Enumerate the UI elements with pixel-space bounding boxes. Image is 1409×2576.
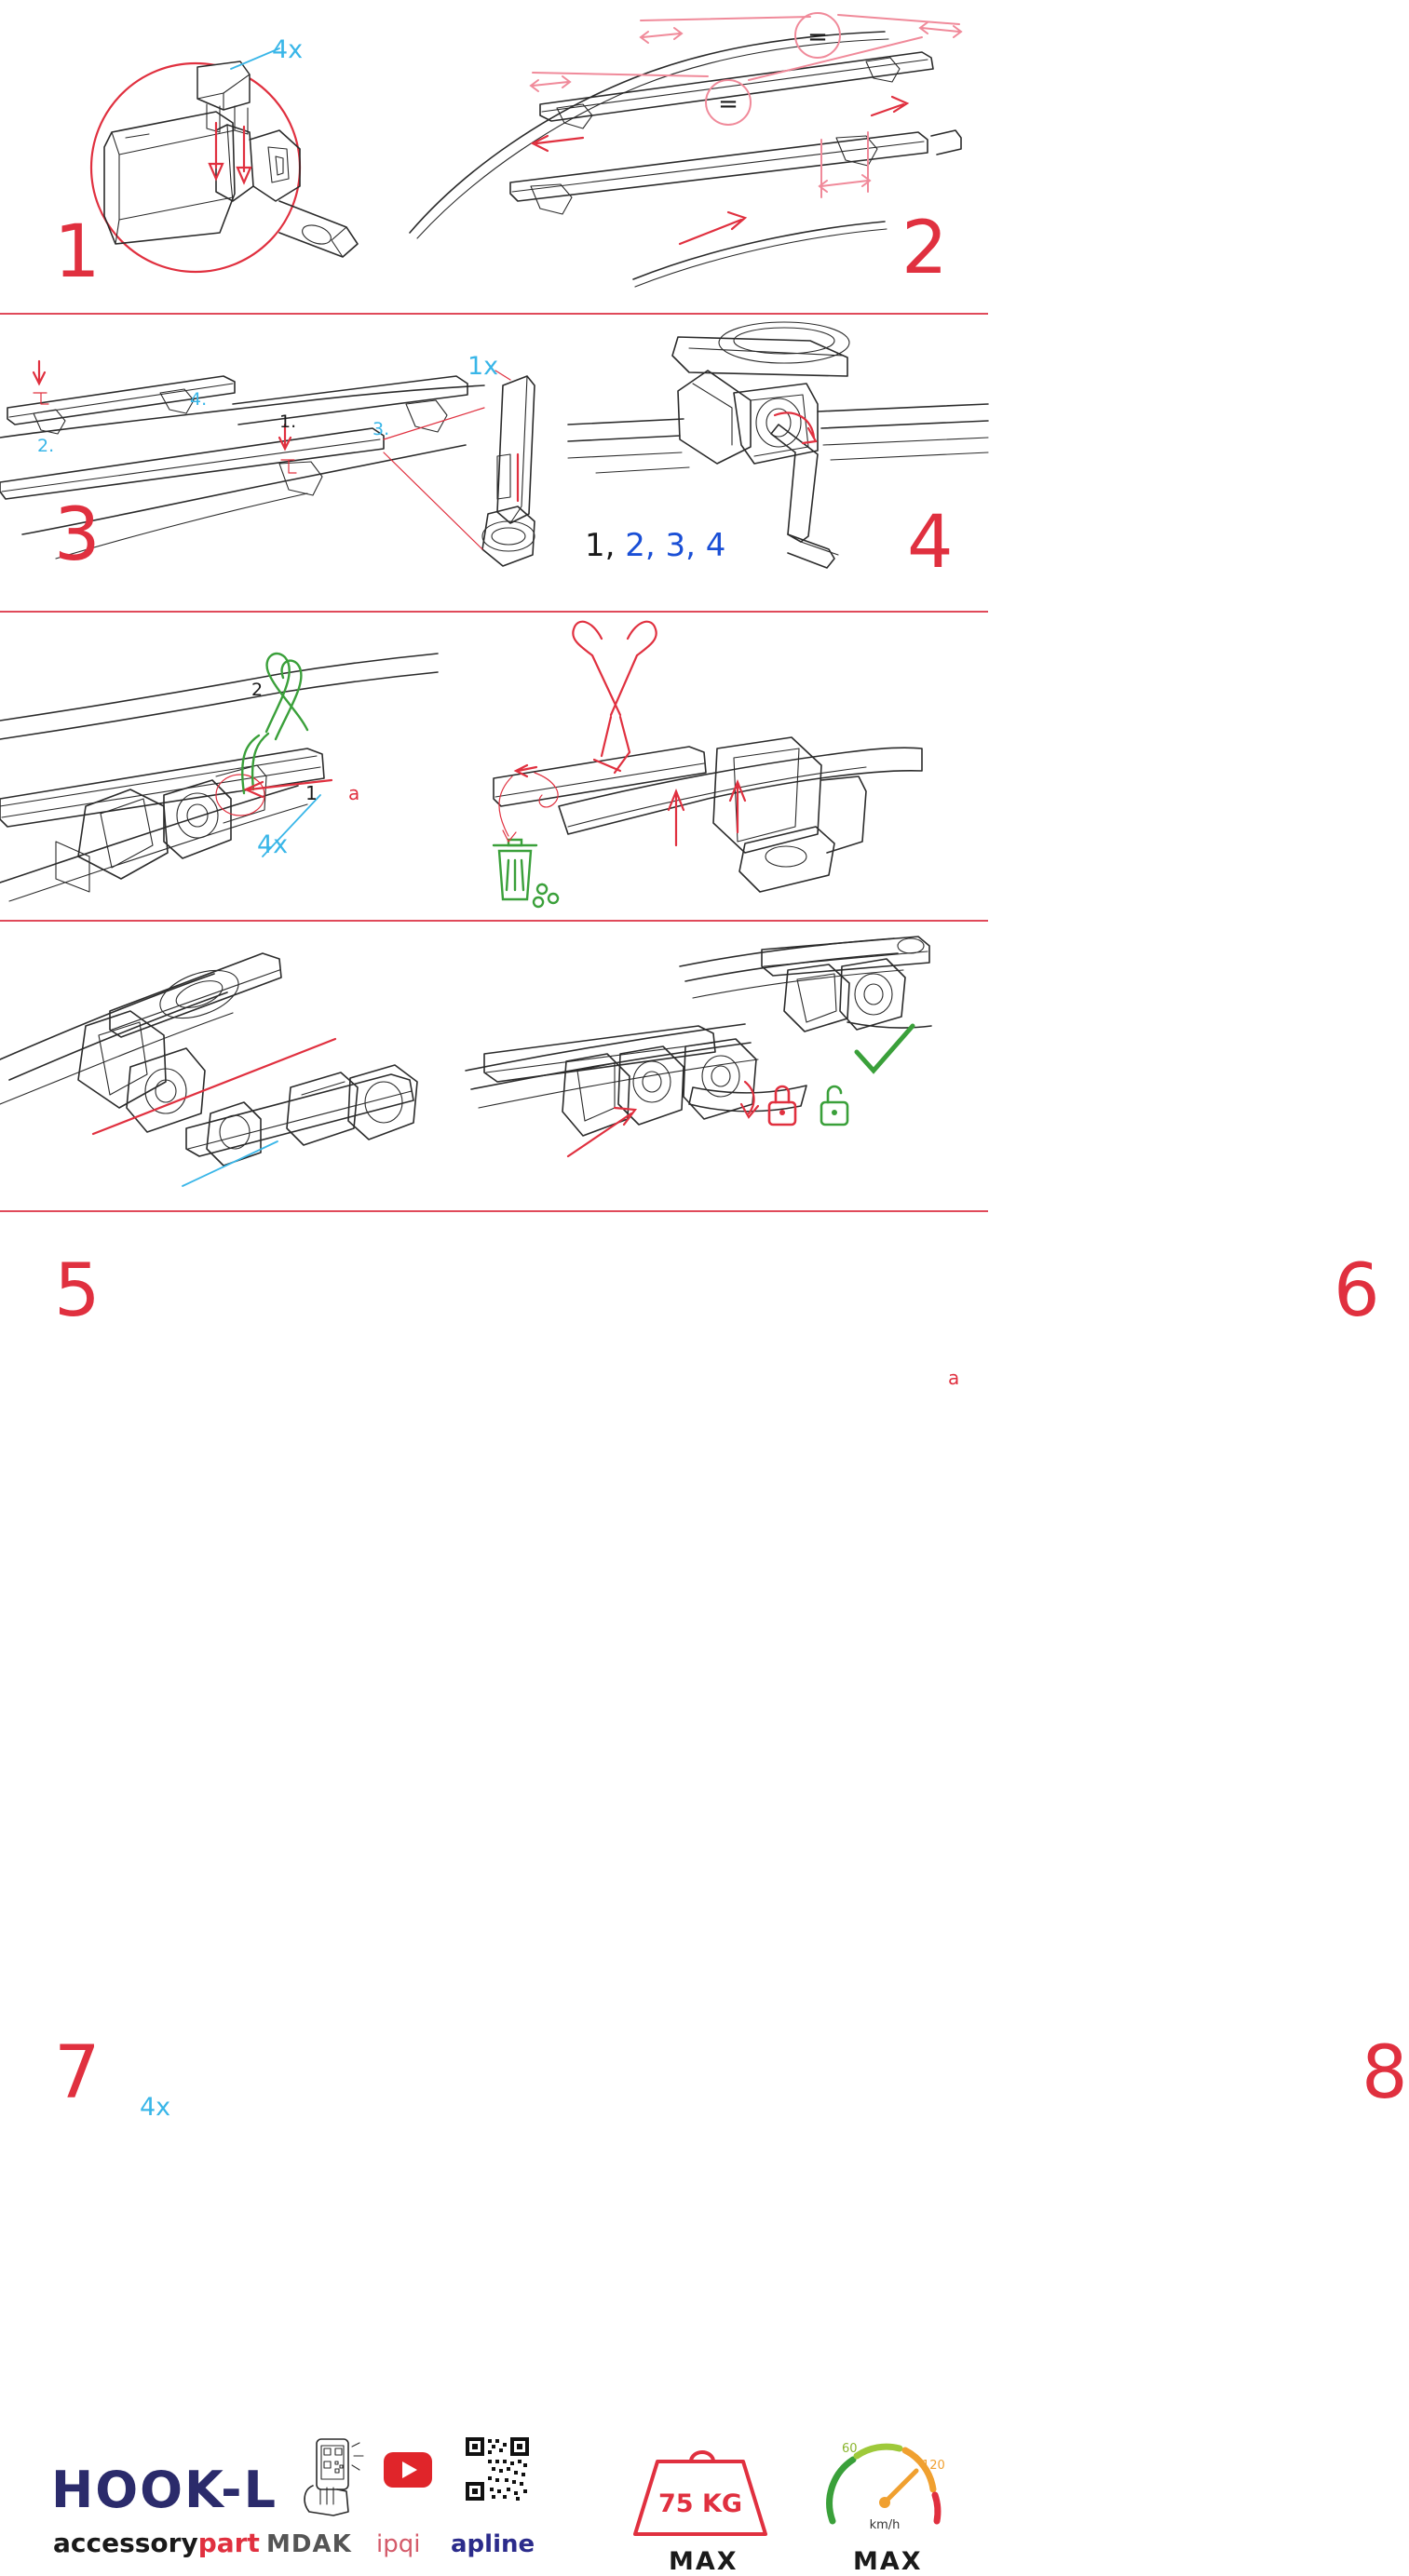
step-2-panel [400,0,988,313]
step-3-label-1: 1. [279,411,297,432]
seq-4: 4 [705,527,726,564]
speed-unit: km/h [869,2518,901,2532]
brand-title: HOOK-L [51,2461,278,2519]
step-3-panel [0,315,568,611]
tagline-part-1: accessory [53,2528,198,2558]
step-2-illustration [400,0,988,313]
speed-min-tick: 60 [842,2442,858,2456]
step-8-panel [466,922,1409,2115]
step-3-label-4: 4. [190,389,208,410]
step-3-number: 3 [54,493,102,577]
max-speed-icon [820,2432,950,2542]
step-5-panel [0,613,438,1333]
tagline-part-2: part [197,2528,260,2558]
step-2-number: 2 [901,207,949,290]
svg-text:=: = [718,90,738,118]
step-4-number: 4 [907,501,955,585]
seq-1: 1, [585,527,616,564]
step-7-illustration [0,922,466,1210]
step-5-qty-label: 4x [257,830,289,859]
max-load-label: MAX [669,2547,738,2576]
seq-2: 2, [625,527,656,564]
lock-open-icon [821,1086,847,1125]
step-1-qty-label: 4x [272,35,304,64]
partner-mdak: MDAK [266,2530,352,2558]
step-6-number: 6 [1334,1249,1381,1333]
step-7-qty-label: 4x [140,2093,171,2122]
youtube-icon[interactable] [384,2452,432,2488]
step-3-qty-label: 1x [467,352,499,381]
seq-3: 3, [665,527,696,564]
max-speed-label: MAX [853,2547,923,2576]
svg-text:=: = [807,23,828,51]
max-load-value: 75 KG [657,2489,743,2518]
qr-code-icon[interactable] [464,2435,531,2502]
step-8-illustration [466,922,988,1210]
qr-scan-icon [296,2437,371,2517]
step-1-panel [0,0,400,313]
partner-apline: apline [451,2530,535,2558]
step-3-label-2: 2. [37,436,55,456]
step-3-label-3: 3. [373,419,390,439]
max-load-icon [626,2437,775,2540]
step-4-panel [568,315,988,611]
step-4-sequence [585,527,725,564]
step-8-number: 8 [1362,2031,1409,2115]
step-5-label-1: 1 [305,782,318,804]
step-5-label-2: 2 [251,680,264,700]
step-1-number: 1 [54,210,102,294]
step-5-number: 5 [54,1249,102,1333]
partner-ipqi: ipqi [376,2530,421,2558]
speed-max-tick: 120 [922,2459,945,2473]
step-7-panel [0,922,466,2122]
step-5-illustration [0,613,438,920]
brand-tagline [53,2528,260,2558]
step-6-label-a: a [948,1367,960,1389]
step-6-illustration [438,613,988,920]
step-5-label-a: a [348,782,360,804]
step-6-panel [438,613,1381,1389]
step-7-number: 7 [54,2031,102,2115]
